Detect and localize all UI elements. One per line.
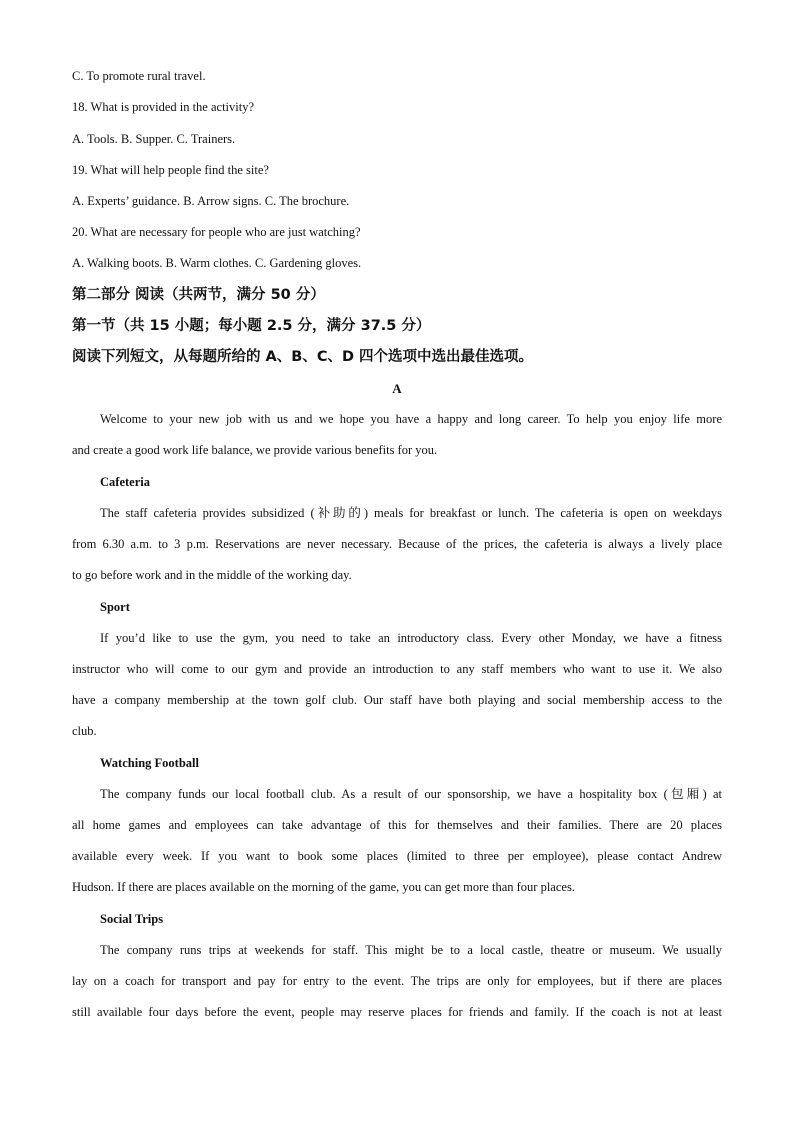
section-one-title: 第一节（共 15 小题；每小题 2.5 分，满分 37.5 分） bbox=[72, 318, 431, 334]
passage-label: A bbox=[392, 381, 402, 396]
trips-line: still available four days before the event, people may reserve places for friends and family. If the coach is not at least bbox=[72, 1005, 722, 1019]
sport-line: If you’d like to use the gym, you need to take an introductory class. Every other Monday, we have a fitness bbox=[100, 631, 722, 645]
trips-line: The company runs trips at weekends for staff. This might be to a local castle, theatre or museum. We usually bbox=[100, 943, 722, 957]
sport-line: have a company membership at the town golf club. Our staff have both playing and social membership access to the bbox=[72, 693, 722, 707]
question-20-options: A. Walking boots. B. Warm clothes. C. Gardening gloves. bbox=[72, 256, 362, 270]
intro-line: Welcome to your new job with us and we hope you have a happy and long career. To help you enjoy life more bbox=[100, 412, 722, 426]
question-19-options: A. Experts’ guidance. B. Arrow signs. C. The brochure. bbox=[72, 194, 350, 208]
football-line: Hudson. If there are places available on the morning of the game, you can get more than four places. bbox=[72, 880, 575, 894]
part-two-title: 第二部分 阅读（共两节，满分 50 分） bbox=[72, 287, 325, 303]
question-18: 18. What is provided in the activity? bbox=[72, 100, 255, 114]
intro-line: and create a good work life balance, we provide various benefits for you. bbox=[72, 443, 438, 457]
q17-option-c: C. To promote rural travel. bbox=[72, 69, 206, 83]
cafeteria-line: The staff cafeteria provides subsidized (补助的) meals for breakfast or lunch. The cafeteria is open on weekdays bbox=[100, 506, 722, 520]
football-line: all home games and employees can take advantage of this for themselves and their families. There are 20 places bbox=[72, 818, 722, 832]
football-line: available every week. If you want to book some places (limited to three per employee), please contact Andrew bbox=[72, 849, 722, 863]
football-heading: Watching Football bbox=[100, 756, 199, 770]
question-19: 19. What will help people find the site? bbox=[72, 163, 269, 177]
trips-line: lay on a coach for transport and pay for entry to the event. The trips are only for employees, but if there are places bbox=[72, 974, 722, 988]
trips-heading: Social Trips bbox=[100, 912, 164, 926]
sport-line: instructor who will come to our gym and provide an introduction to any staff members who want to use it. We also bbox=[72, 662, 722, 676]
cafeteria-line: to go before work and in the middle of the working day. bbox=[72, 568, 352, 582]
football-line: The company funds our local football club. As a result of our sponsorship, we have a hospitality box (包厢) at bbox=[100, 787, 722, 801]
sport-heading: Sport bbox=[100, 600, 130, 614]
cafeteria-line: from 6.30 a.m. to 3 p.m. Reservations are never necessary. Because of the prices, the cafeteria is always a lively place bbox=[72, 537, 722, 551]
question-18-options: A. Tools. B. Supper. C. Trainers. bbox=[72, 132, 236, 146]
reading-instruction: 阅读下列短文，从每题所给的 A、B、C、D 四个选项中选出最佳选项。 bbox=[72, 349, 534, 365]
question-20: 20. What are necessary for people who are just watching? bbox=[72, 225, 361, 239]
cafeteria-heading: Cafeteria bbox=[100, 475, 150, 489]
sport-line: club. bbox=[72, 724, 97, 738]
